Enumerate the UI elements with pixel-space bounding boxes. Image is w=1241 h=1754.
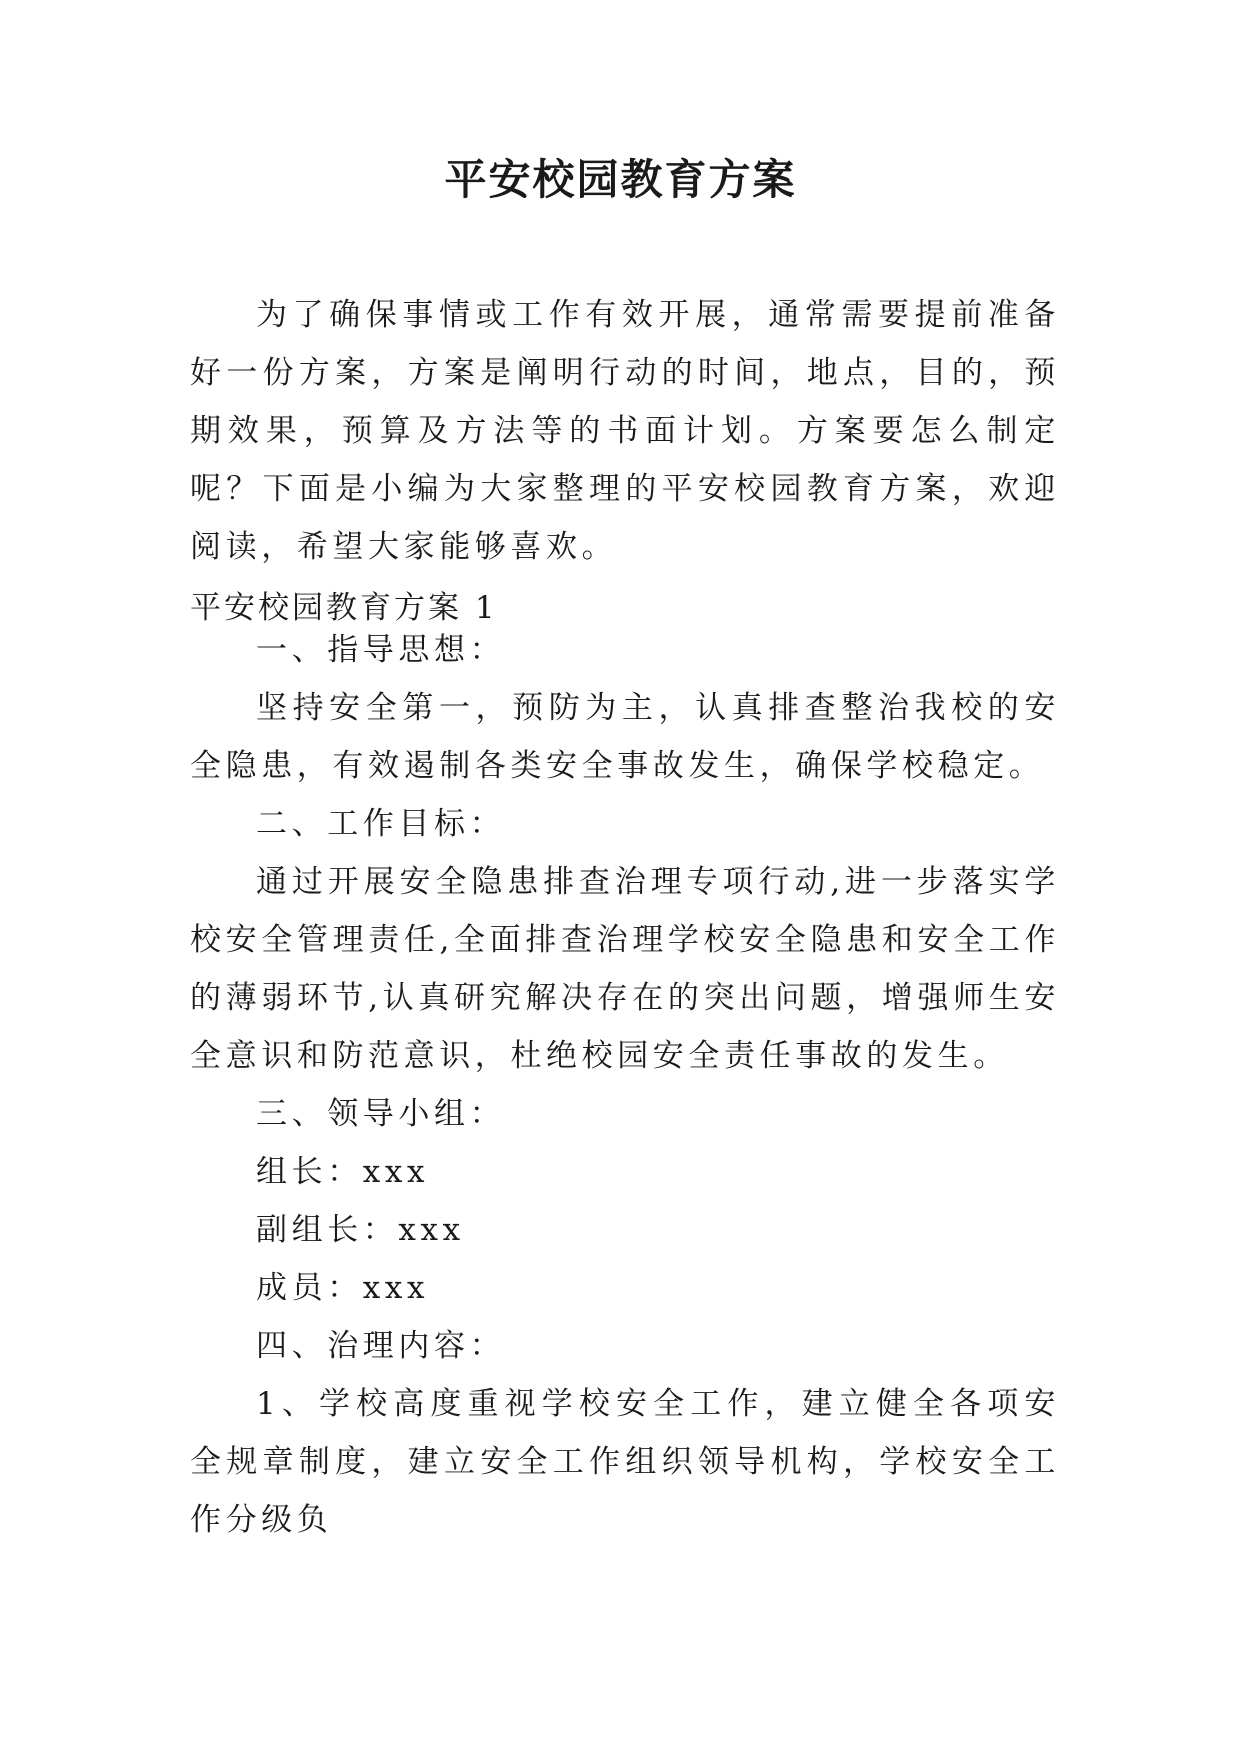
heading-leadership-group: 三、领导小组： (256, 1096, 506, 1132)
paragraph-governance-item-1: 1、学校高度重视学校安全工作，建立健全各项安全规章制度，建立安全工作组织领导机构，学校安全工作分级负 (190, 1386, 1060, 1538)
heading-governance-content: 四、治理内容： (256, 1328, 506, 1364)
document-title: 平安校园教育方案 (444, 155, 797, 204)
section-title: 平安校园教育方案 1 (190, 590, 498, 626)
paragraph-work-goals: 通过开展安全隐患排查治理专项行动,进一步落实学校安全管理责任,全面排查治理学校安全隐患和安全工作的薄弱环节,认真研究解决存在的突出问题，增强师生安全意识和防范意识，杜绝校园安全责任事故的发生。 (190, 864, 1060, 1074)
heading-work-goals: 二、工作目标： (256, 806, 506, 842)
paragraph-guiding-thought: 坚持安全第一，预防为主，认真排查整治我校的安全隐患，有效遏制各类安全事故发生，确保学校稳定。 (190, 690, 1060, 784)
deputy-leader-line: 副组长：xxx (256, 1212, 465, 1248)
leader-line: 组长：xxx (256, 1154, 430, 1190)
intro-paragraph: 为了确保事情或工作有效开展，通常需要提前准备好一份方案，方案是阐明行动的时间，地点，目的，预期效果，预算及方法等的书面计划。方案要怎么制定呢？下面是小编为大家整理的平安校园教育方案，欢迎阅读，希望大家能够喜欢。 (190, 297, 1060, 565)
members-line: 成员：xxx (256, 1270, 430, 1306)
heading-guiding-thought: 一、指导思想： (256, 632, 506, 668)
